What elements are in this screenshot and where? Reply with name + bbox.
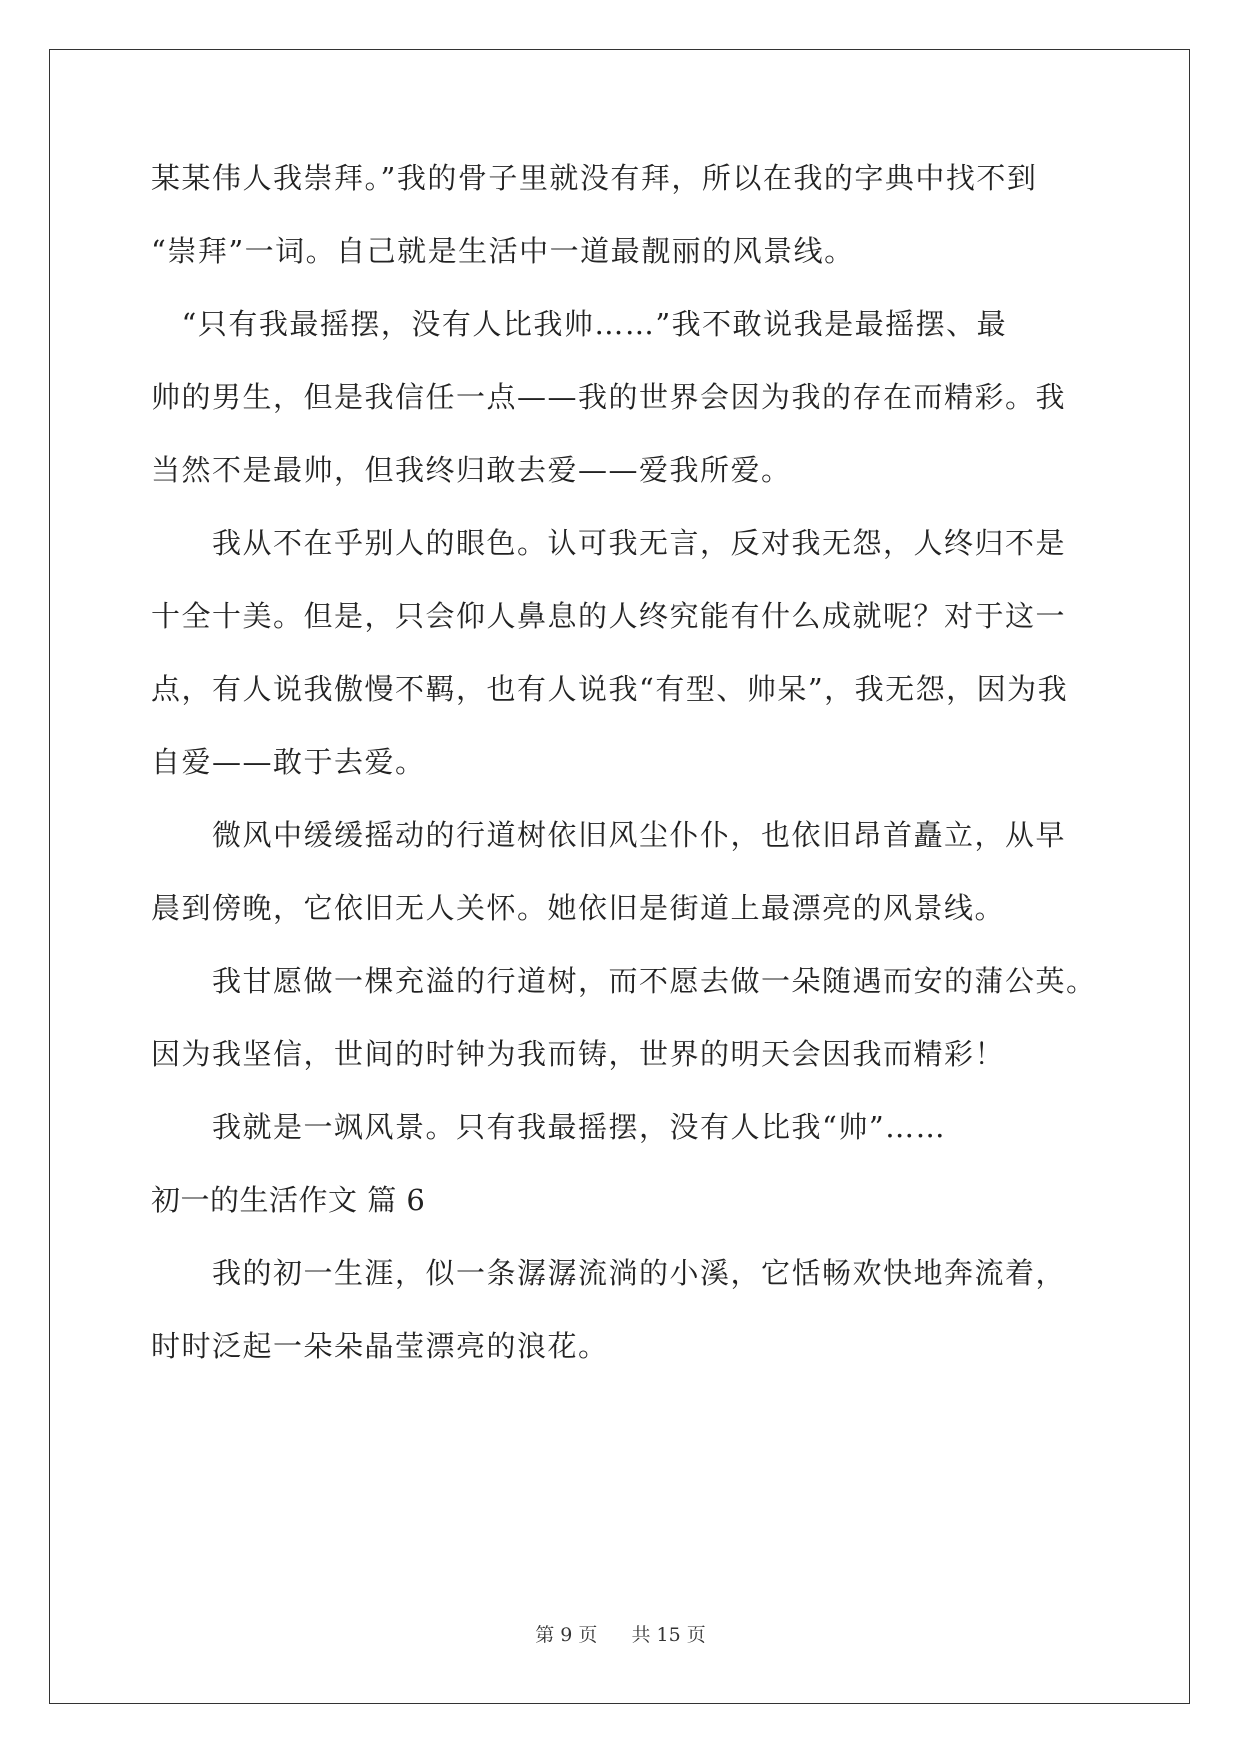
text-line: 帅的男生，但是我信任一点——我的世界会因为我的存在而精彩。我 (151, 380, 1067, 414)
text-line: 因为我坚信，世间的时钟为我而铸，世界的明天会因我而精彩！ (151, 1037, 1006, 1071)
text-line: 时时泛起一朵朵晶莹漂亮的浪花。 (151, 1329, 609, 1363)
text-line: 我就是一飒风景。只有我最摇摆，没有人比我“帅”…… (151, 1110, 947, 1144)
text-line: 我从不在乎别人的眼色。认可我无言，反对我无怨，人终归不是 (151, 526, 1067, 560)
page-total: 共 15 页 (631, 1624, 706, 1646)
text-line: 某某伟人我崇拜。”我的骨子里就没有拜，所以在我的字典中找不到 (151, 161, 1038, 195)
text-line: 晨到傍晚，它依旧无人关怀。她依旧是街道上最漂亮的风景线。 (151, 891, 1006, 925)
text-line: 当然不是最帅，但我终归敢去爱——爱我所爱。 (151, 453, 792, 487)
text-line: 微风中缓缓摇动的行道树依旧风尘仆仆，也依旧昂首矗立，从早 (151, 818, 1067, 852)
text-line: 十全十美。但是，只会仰人鼻息的人终究能有什么成就呢？对于这一 (151, 599, 1067, 633)
text-line: 我的初一生涯，似一条潺潺流淌的小溪，它恬畅欢快地奔流着， (151, 1256, 1067, 1290)
section-heading: 初一的生活作文 篇 6 (151, 1183, 426, 1217)
text-line: “崇拜”一词。自己就是生活中一道最靓丽的风景线。 (151, 234, 855, 268)
page-border (49, 49, 1190, 1704)
text-line: 我甘愿做一棵充溢的行道树，而不愿去做一朵随遇而安的蒲公英。 (151, 964, 1097, 998)
page-number: 第 9 页 (535, 1624, 598, 1646)
text-line: “只有我最摇摆，没有人比我帅……”我不敢说我是最摇摆、最 (151, 307, 1008, 341)
text-line: 自爱——敢于去爱。 (151, 745, 426, 779)
text-line: 点，有人说我傲慢不羁，也有人说我“有型、帅呆”，我无怨，因为我 (151, 672, 1069, 706)
page-footer (0, 1620, 1241, 1647)
